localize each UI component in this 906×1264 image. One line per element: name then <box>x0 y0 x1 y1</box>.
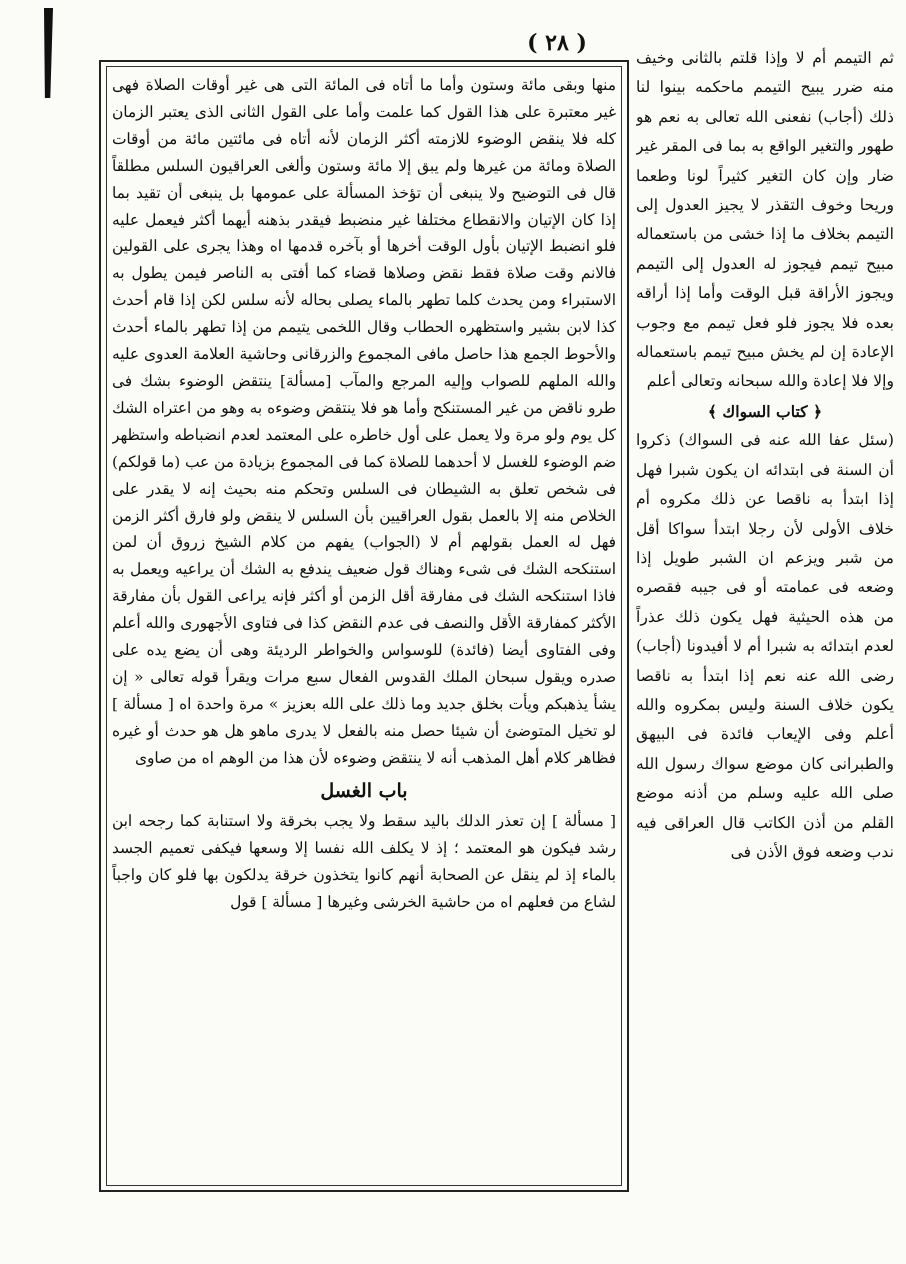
main-paragraph: منها وبقى مائة وستون وأما ما أتاه فى المائة التى هى غير أوقات الصلاة فهى غير معتبرة على هذا القول كما علمت وأما على القول الثانى الذى يعتبر الزمان كله فلا ينقض الوضوء للازمته أكثر الزمان لأنه أتاه فى مائتين مائة من أوقات الصلاة ومائة من غيرها ولم يبق إلا مائة وستون وألغى العراقيون السلس مطلقاً قال فى التوضيح ولا ينبغى أن تؤخذ المسألة على عمومها بل ينبغى أن تقيد بما إذا كان الإتيان والانقطاع مختلفا غير منضبط فيقدر بذهنه أيهما أكثر فيعمل عليه فلو انضبط الإتيان بأول الوقت أخرها أو بآخره قدمها اه وهذا يجرى على القولين فالانم وقت صلاة فقط نقض وصلاها قضاء كما أفتى به الناصر فيمن يطول به الاستبراء ومن يحدث كلما تطهر بالماء يصلى بحاله لأنه سلس لكن إذا قام أحدث كذا لابن بشير واستظهره الحطاب وقال اللخمى يتيمم من إذا تطهر بالماء أحدث والأحوط الجمع هذا حاصل مافى المجموع والزرقانى وحاشية العلامة العدوى عليه والله الملهم للصواب وإليه المرجع والمآب [مسألة] ينتقض الوضوء بشك فى طرو ناقض من غير المستنكح وأما هو فلا ينتقض وضوءه به وهو من اعتراه الشك كل يوم ولو مرة ولا يعمل على أول خاطره على المعتمد لعدم انضباطه واستظهر ضم الوضوء للغسل لا أحدهما للصلاة كما فى المجموع بزيادة من عب (ما قولكم) فى شخص تعلق به الشيطان فى السلس وتحكم منه بحيث إنه لا يقدر على الخلاص منه إلا بالعمل بقول العراقيين بأن السلس لا ينقض ولو فارق أكثر الزمن فهل له العمل بقولهم أم لا (الجواب) يفهم من كلام الشيخ زروق أن لمن استنكحه الشك فى شىء وهناك قول ضعيف يندفع به الشك أن يراعيه ويعمل به فاذا استنكحه الشك فى مفارقة أقل الزمن أو أكثر فإنه يراعى القول بأن مفارقة الأكثر كمفارقة الأقل والنصف فى عدم النقض كذا فى فتاوى الأجهورى والله أعلم وفى الفتاوى أيضا (فائدة) للوسواس والخواطر الرديئة وهى أن يضع يده على صدره ويقول سبحان الملك القدوس الفعال سبع مرات ويقرأ قوله تعالى « إن يشأ يذهبكم ويأت بخلق جديد وما ذلك على الله بعزيز » مرة واحدة اه [ مسألة ] لو تخيل المتوضئ أن شيئا حصل منه بالفعل لا يدرى ماهو هل هو حدث أو غيره فظاهر كلام أهل المذهب أنه لا ينتقض وضوءه لأن هذا من الوهم اه من صاوى <box>112 76 616 767</box>
page-number: ( ٢٨ ) <box>527 30 587 56</box>
margin-commentary <box>636 44 894 1254</box>
margin-paragraph: ثم التيمم أم لا وإذا قلتم بالثانى وخيف منه ضرر يبيح التيمم ماحكمه بينوا لنا ذلك (أجاب) نفعنى الله تعالى به نعم هو طهور والتغير الواقع به بما فى المقر غير ضار وإن كان التغير كثيراً لونا وطعما وريحا وخوف التقذر لا يجيز العدول إلى التيمم بخلاف ما إذا خشى من باستعماله مبيح تيمم فيجوز له العدول إلى التيمم ويجوز الأراقة قبل الوقت وأما إذا أراقه بعده فلا يجوز فلو فعل تيمم مع وجوب الإعادة إن لم يخش مبيح تيمم باستعماله وإلا فلا إعادة والله سبحانه وتعالى أعلم <box>636 49 894 391</box>
section-title-ghusl: باب الغسل <box>320 779 408 802</box>
margin-paragraph: (سئل عفا الله عنه فى السواك) ذكروا أن السنة فى ابتدائه ان يكون شبرا فهل إذا ابتدأ به ناقصا عن ذلك مكروه أم خلاف الأولى لأن رجلا ابتدأ سواكا أقل من شبر ويزعم ان الشبر طويل إذا وضعه فى عمامته أو فى جيبه فقصره من هذه الحيثية فهل يكون ذلك عذراً لعدم ابتدائه به شبرا أم لا أفيدونا (أجاب) رضى الله عنه نعم إذا ابتدأ به ناقصا يكون خلاف السنة وليس بمكروه والله أعلم وفى الإيعاب فائدة فى البيهق والطبرانى كان موضع سواك رسول الله صلى الله عليه وسلم من أذنه موضع القلم من أذن الكاتب قال العراقى فيه ندب وضعه فوق الأذن فى <box>636 431 894 861</box>
section-title-siwak: ﴿ كتاب السواك ﴾ <box>707 401 823 421</box>
main-text-block <box>112 72 616 1182</box>
main-paragraph: [ مسألة ] إن تعذر الدلك باليد سقط ولا يجب بخرقة ولا استنابة كما رجحه ابن رشد فيكون هو المعتمد ؛ إذ لا يكلف الله نفسا إلا وسعها فيكفى تعميم الجسد بالماء إذ لم ينقل عن الصحابة أنهم كانوا يتخذون خرقة يدلكون بها فلو كان واجباً لشاع من فعلهم اه من حاشية الخرشى وغيرها [ مسألة ] قول <box>112 812 616 912</box>
page-edge-mark <box>44 8 53 98</box>
